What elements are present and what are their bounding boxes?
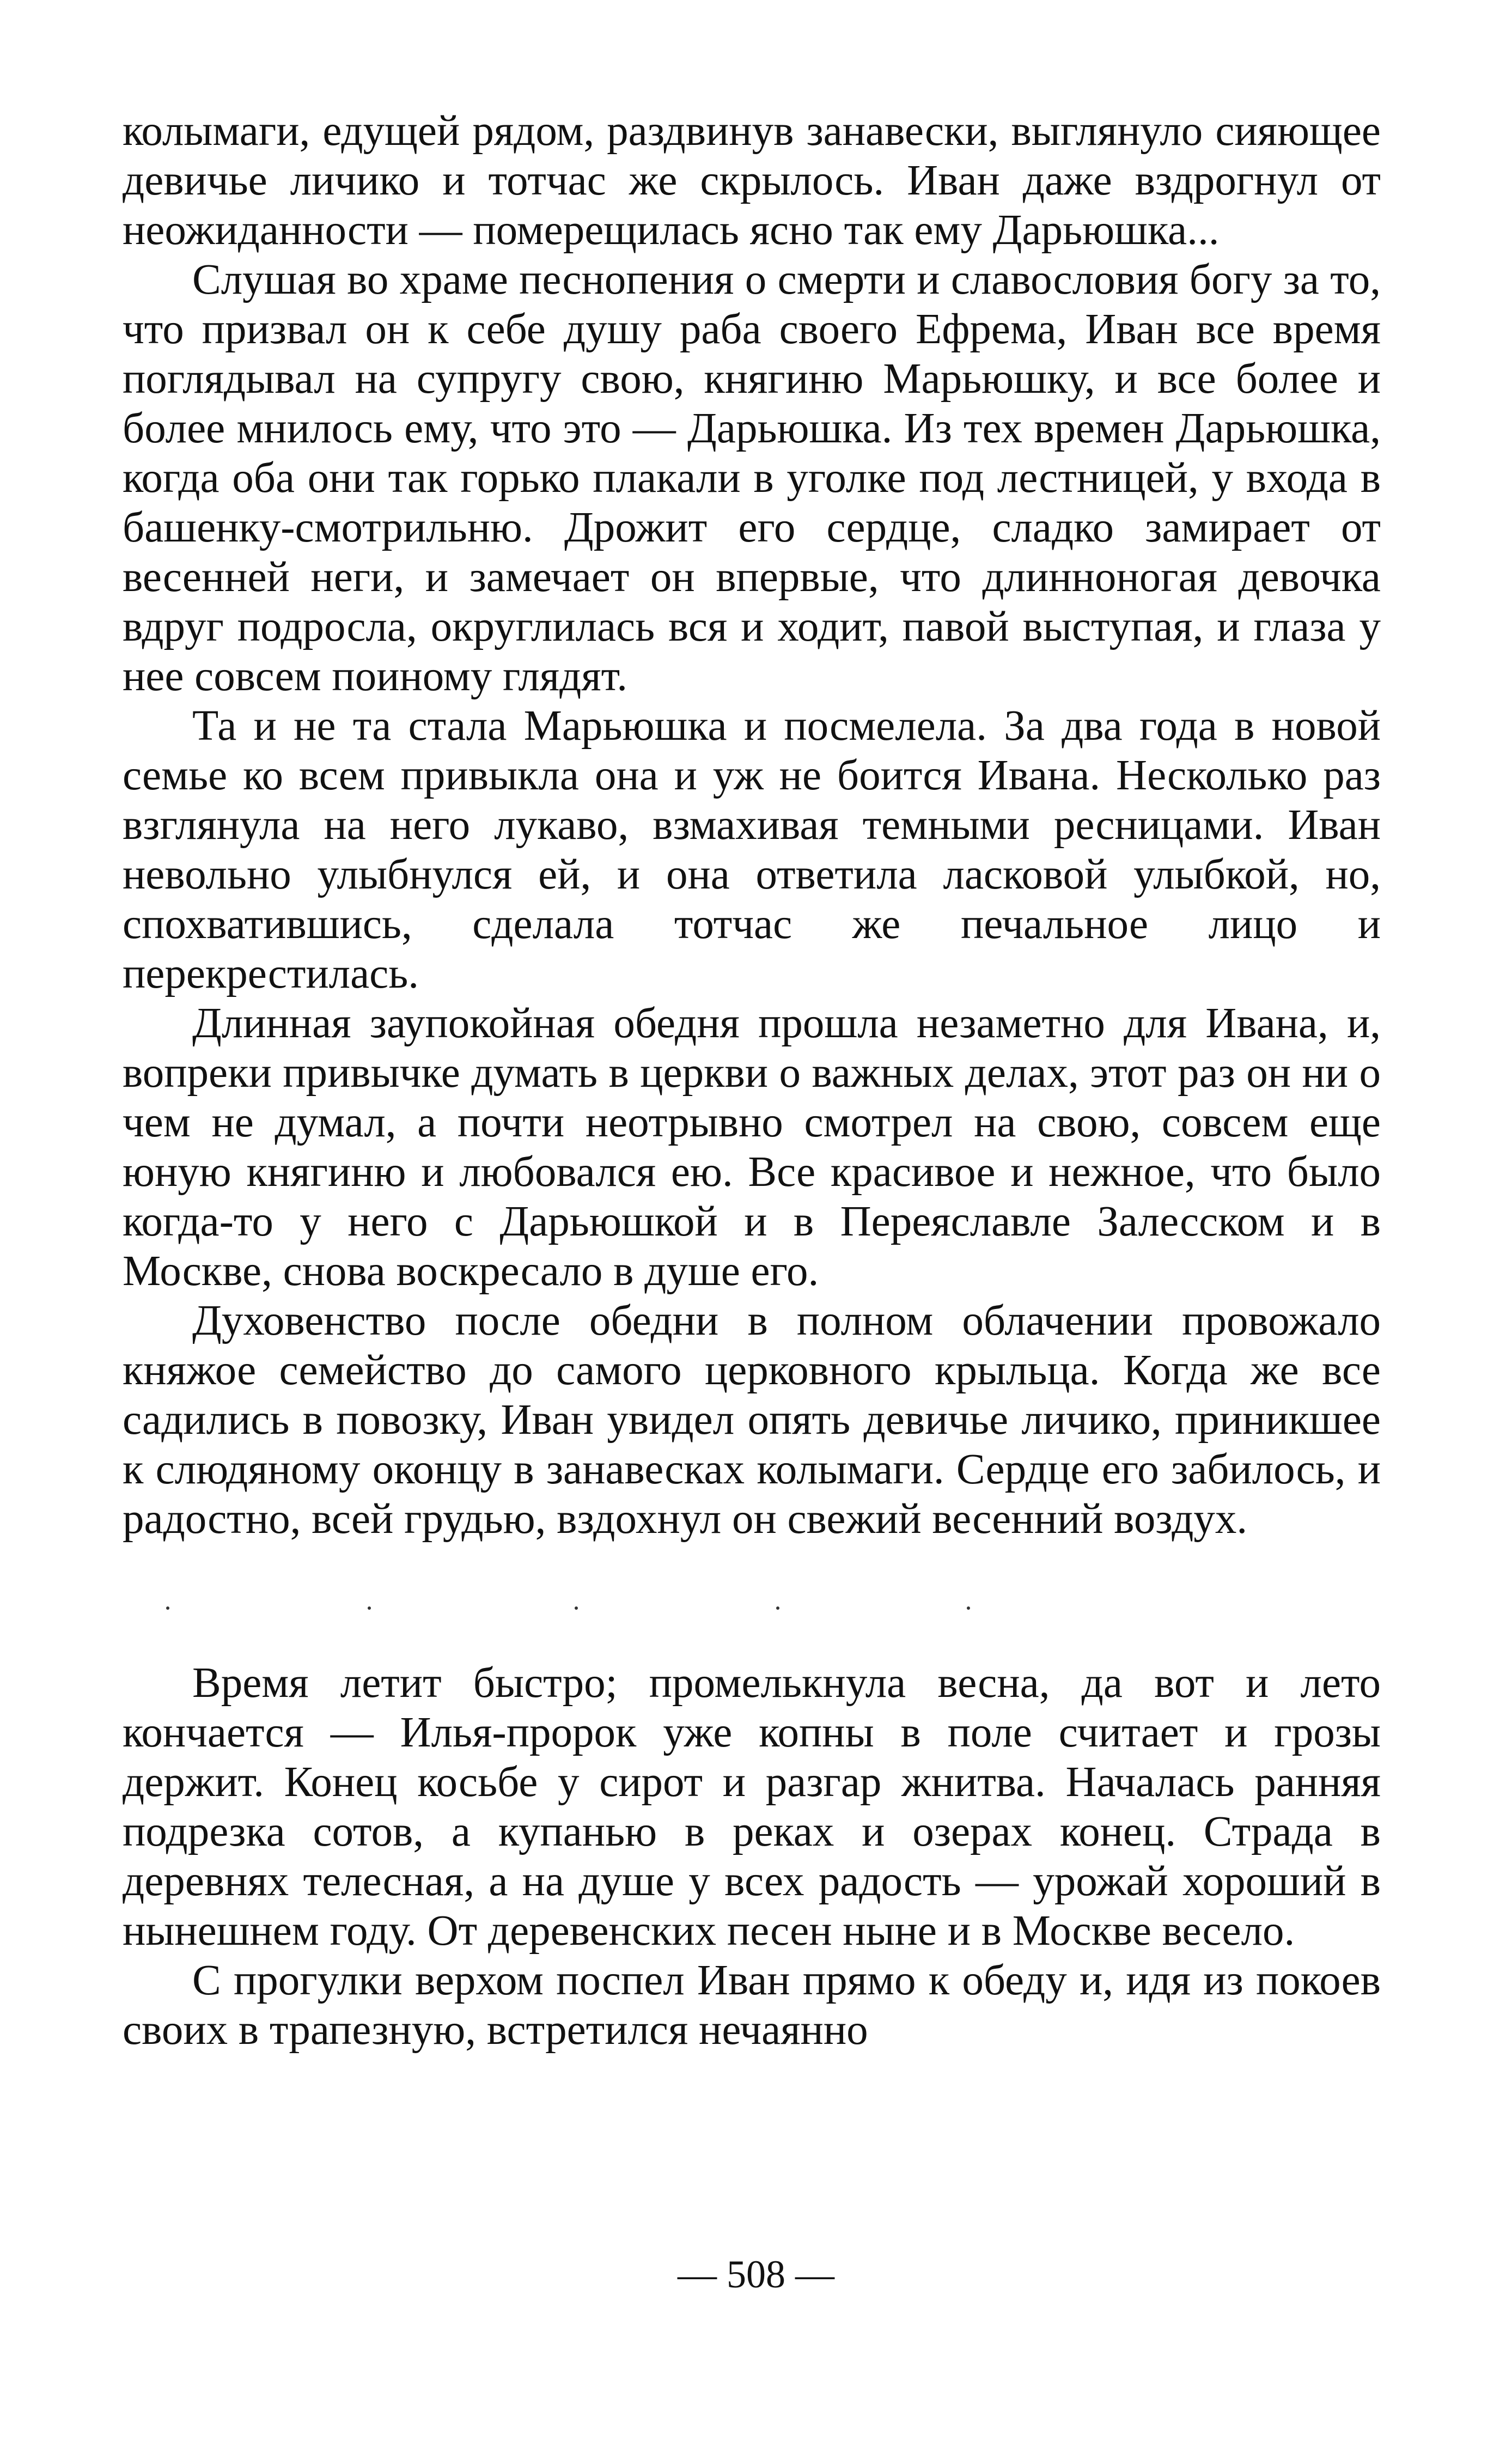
paragraph-2: Слушая во храме песнопения о смерти и славословия богу за то, что призвал он к себе душу раба своего Ефрема, Иван все время поглядывал на супругу свою, княгиню Марьюшку, и все более и более мнилось ему, что это — Дарьюшка. Из тех времен Дарьюшка, когда оба они так горько плакали в уголке под лестницей, у входа в башенку-смотрильню. Дрожит его сердце, сладко замирает от весенней неги, и замечает он впервые, что длинноногая девочка вдруг подросла, округлилась вся и ходит, павой выступая, и глаза у нее совсем поиному глядят.: [123, 256, 1381, 700]
separator-dot: [575, 1606, 578, 1610]
separator-dot: [776, 1606, 779, 1610]
paragraph-4: Длинная заупокойная обедня прошла незаметно для Ивана, и, вопреки привычке думать в церкви о важных делах, этот раз он ни о чем не думал, а почти неотрывно смотрел на свою, совсем еще юную княгиню и любовался ею. Все красивое и нежное, что было когда-то у него с Дарьюшкой и в Переяславле Залесском и в Москве, снова воскресало в душе его.: [123, 1000, 1381, 1295]
paragraph-3: Та и не та стала Марьюшка и посмелела. За два года в новой семье ко всем привыкла она и уж не боится Ивана. Несколько раз взглянула на него лукаво, взмахивая темными ресницами. Иван невольно улыбнулся ей, и она ответила ласковой улыбкой, но, спохватившись, сделала тотчас же печальное лицо и перекрестилась.: [123, 702, 1381, 997]
paragraph-1: колымаги, едущей рядом, раздвинув занавески, выглянуло сияющее девичье личико и тотчас же скрылось. Иван даже вздрогнул от неожиданности — померещилась ясно так ему Дарьюшка...: [123, 107, 1381, 254]
page-number: — 508 —: [678, 2253, 834, 2296]
section-break: [123, 1544, 1381, 1658]
separator-dot: [967, 1606, 970, 1610]
separator-dot: [368, 1606, 371, 1610]
page-body: [123, 106, 1381, 2055]
paragraph-5: Духовенство после обедни в полном облачении провожало княжое семейство до самого церковного крыльца. Когда же все садились в повозку, Иван увидел опять девичье личико, приникшее к слюдяному оконцу в занавесках колымаги. Сердце его забилось, и радостно, всей грудью, вздохнул он свежий весенний воздух.: [123, 1297, 1381, 1543]
paragraph-7: С прогулки верхом поспел Иван прямо к обеду и, идя из покоев своих в трапезную, встретился нечаянно: [123, 1957, 1381, 2054]
separator-dot: [166, 1606, 169, 1610]
paragraph-6: Время летит быстро; промелькнула весна, да вот и лето кончается — Илья-пророк уже копны в поле считает и грозы держит. Конец косьбе у сирот и разгар жнитва. Началась ранняя подрезка сотов, а купанью в реках и озерах конец. Страда в деревнях телесная, а на душе у всех радость — урожай хороший в нынешнем году. От деревенских песен ныне и в Москве весело.: [123, 1659, 1381, 1955]
